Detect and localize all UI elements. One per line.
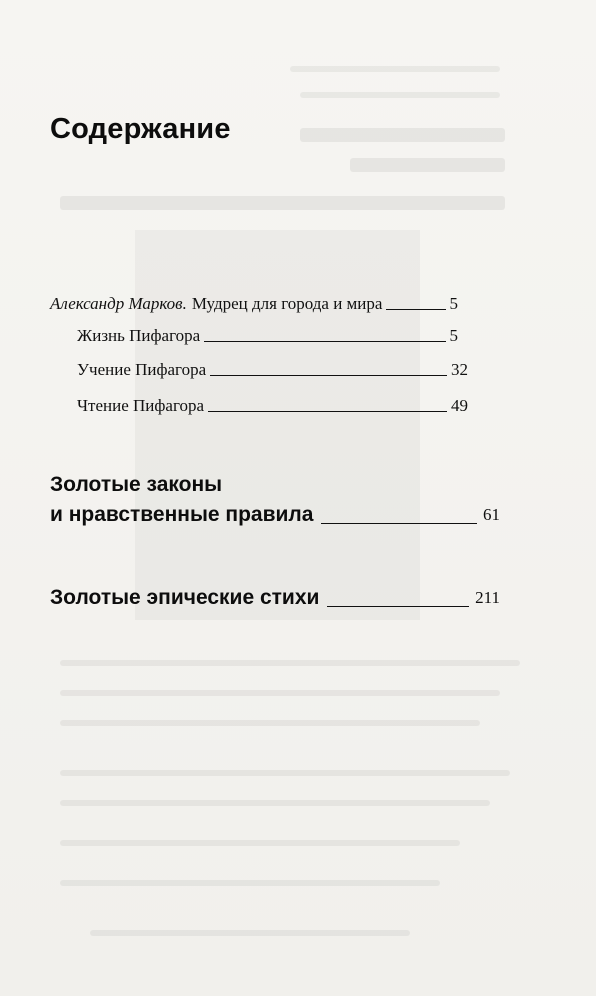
section-title-line2: и нравственные правила xyxy=(50,503,314,526)
section-title: Золотые эпические стихи xyxy=(50,586,320,609)
bleed-through-texture xyxy=(60,800,490,806)
bleed-through-texture xyxy=(135,230,420,620)
subsection-title: Чтение Пифагора xyxy=(77,396,205,415)
toc-entry-essay[interactable] xyxy=(50,294,458,314)
bleed-through-texture xyxy=(60,880,440,886)
page-number: 32 xyxy=(451,360,468,379)
subsection-title: Учение Пифагора xyxy=(77,360,207,379)
essay-title: Мудрец для города и мира xyxy=(191,294,383,313)
bleed-through-texture xyxy=(300,128,505,142)
bleed-through-texture xyxy=(60,770,510,776)
page-number: 61 xyxy=(483,505,500,524)
toc-entry-subsection[interactable] xyxy=(77,326,458,346)
toc-heading: Содержание xyxy=(50,113,231,145)
toc-entry-subsection[interactable] xyxy=(77,396,468,416)
toc-section-golden-laws[interactable] xyxy=(50,500,500,529)
bleed-through-texture xyxy=(90,930,410,936)
dot-leader xyxy=(321,522,477,524)
dot-leader xyxy=(208,410,447,412)
bleed-through-texture xyxy=(60,840,460,846)
bleed-through-texture xyxy=(60,660,520,666)
bleed-through-texture xyxy=(60,720,480,726)
toc-entry-subsection[interactable] xyxy=(77,360,468,380)
toc-section-title-line1[interactable]: Золотые законы xyxy=(50,473,223,496)
page-number: 49 xyxy=(451,396,468,415)
bleed-through-texture xyxy=(60,196,505,210)
dot-leader xyxy=(327,605,469,607)
subsection-title: Жизнь Пифагора xyxy=(77,326,201,345)
page-number: 5 xyxy=(449,294,458,313)
dot-leader xyxy=(204,340,445,342)
bleed-through-texture xyxy=(290,66,500,72)
bleed-through-texture xyxy=(350,158,505,172)
essay-author: Александр Марков. xyxy=(50,294,187,313)
bleed-through-texture xyxy=(60,690,500,696)
dot-leader xyxy=(386,308,445,310)
bleed-through-texture xyxy=(300,92,500,98)
dot-leader xyxy=(210,374,447,376)
toc-section-golden-verses[interactable] xyxy=(50,583,500,612)
page-number: 5 xyxy=(449,326,458,345)
page-number: 211 xyxy=(475,588,500,607)
